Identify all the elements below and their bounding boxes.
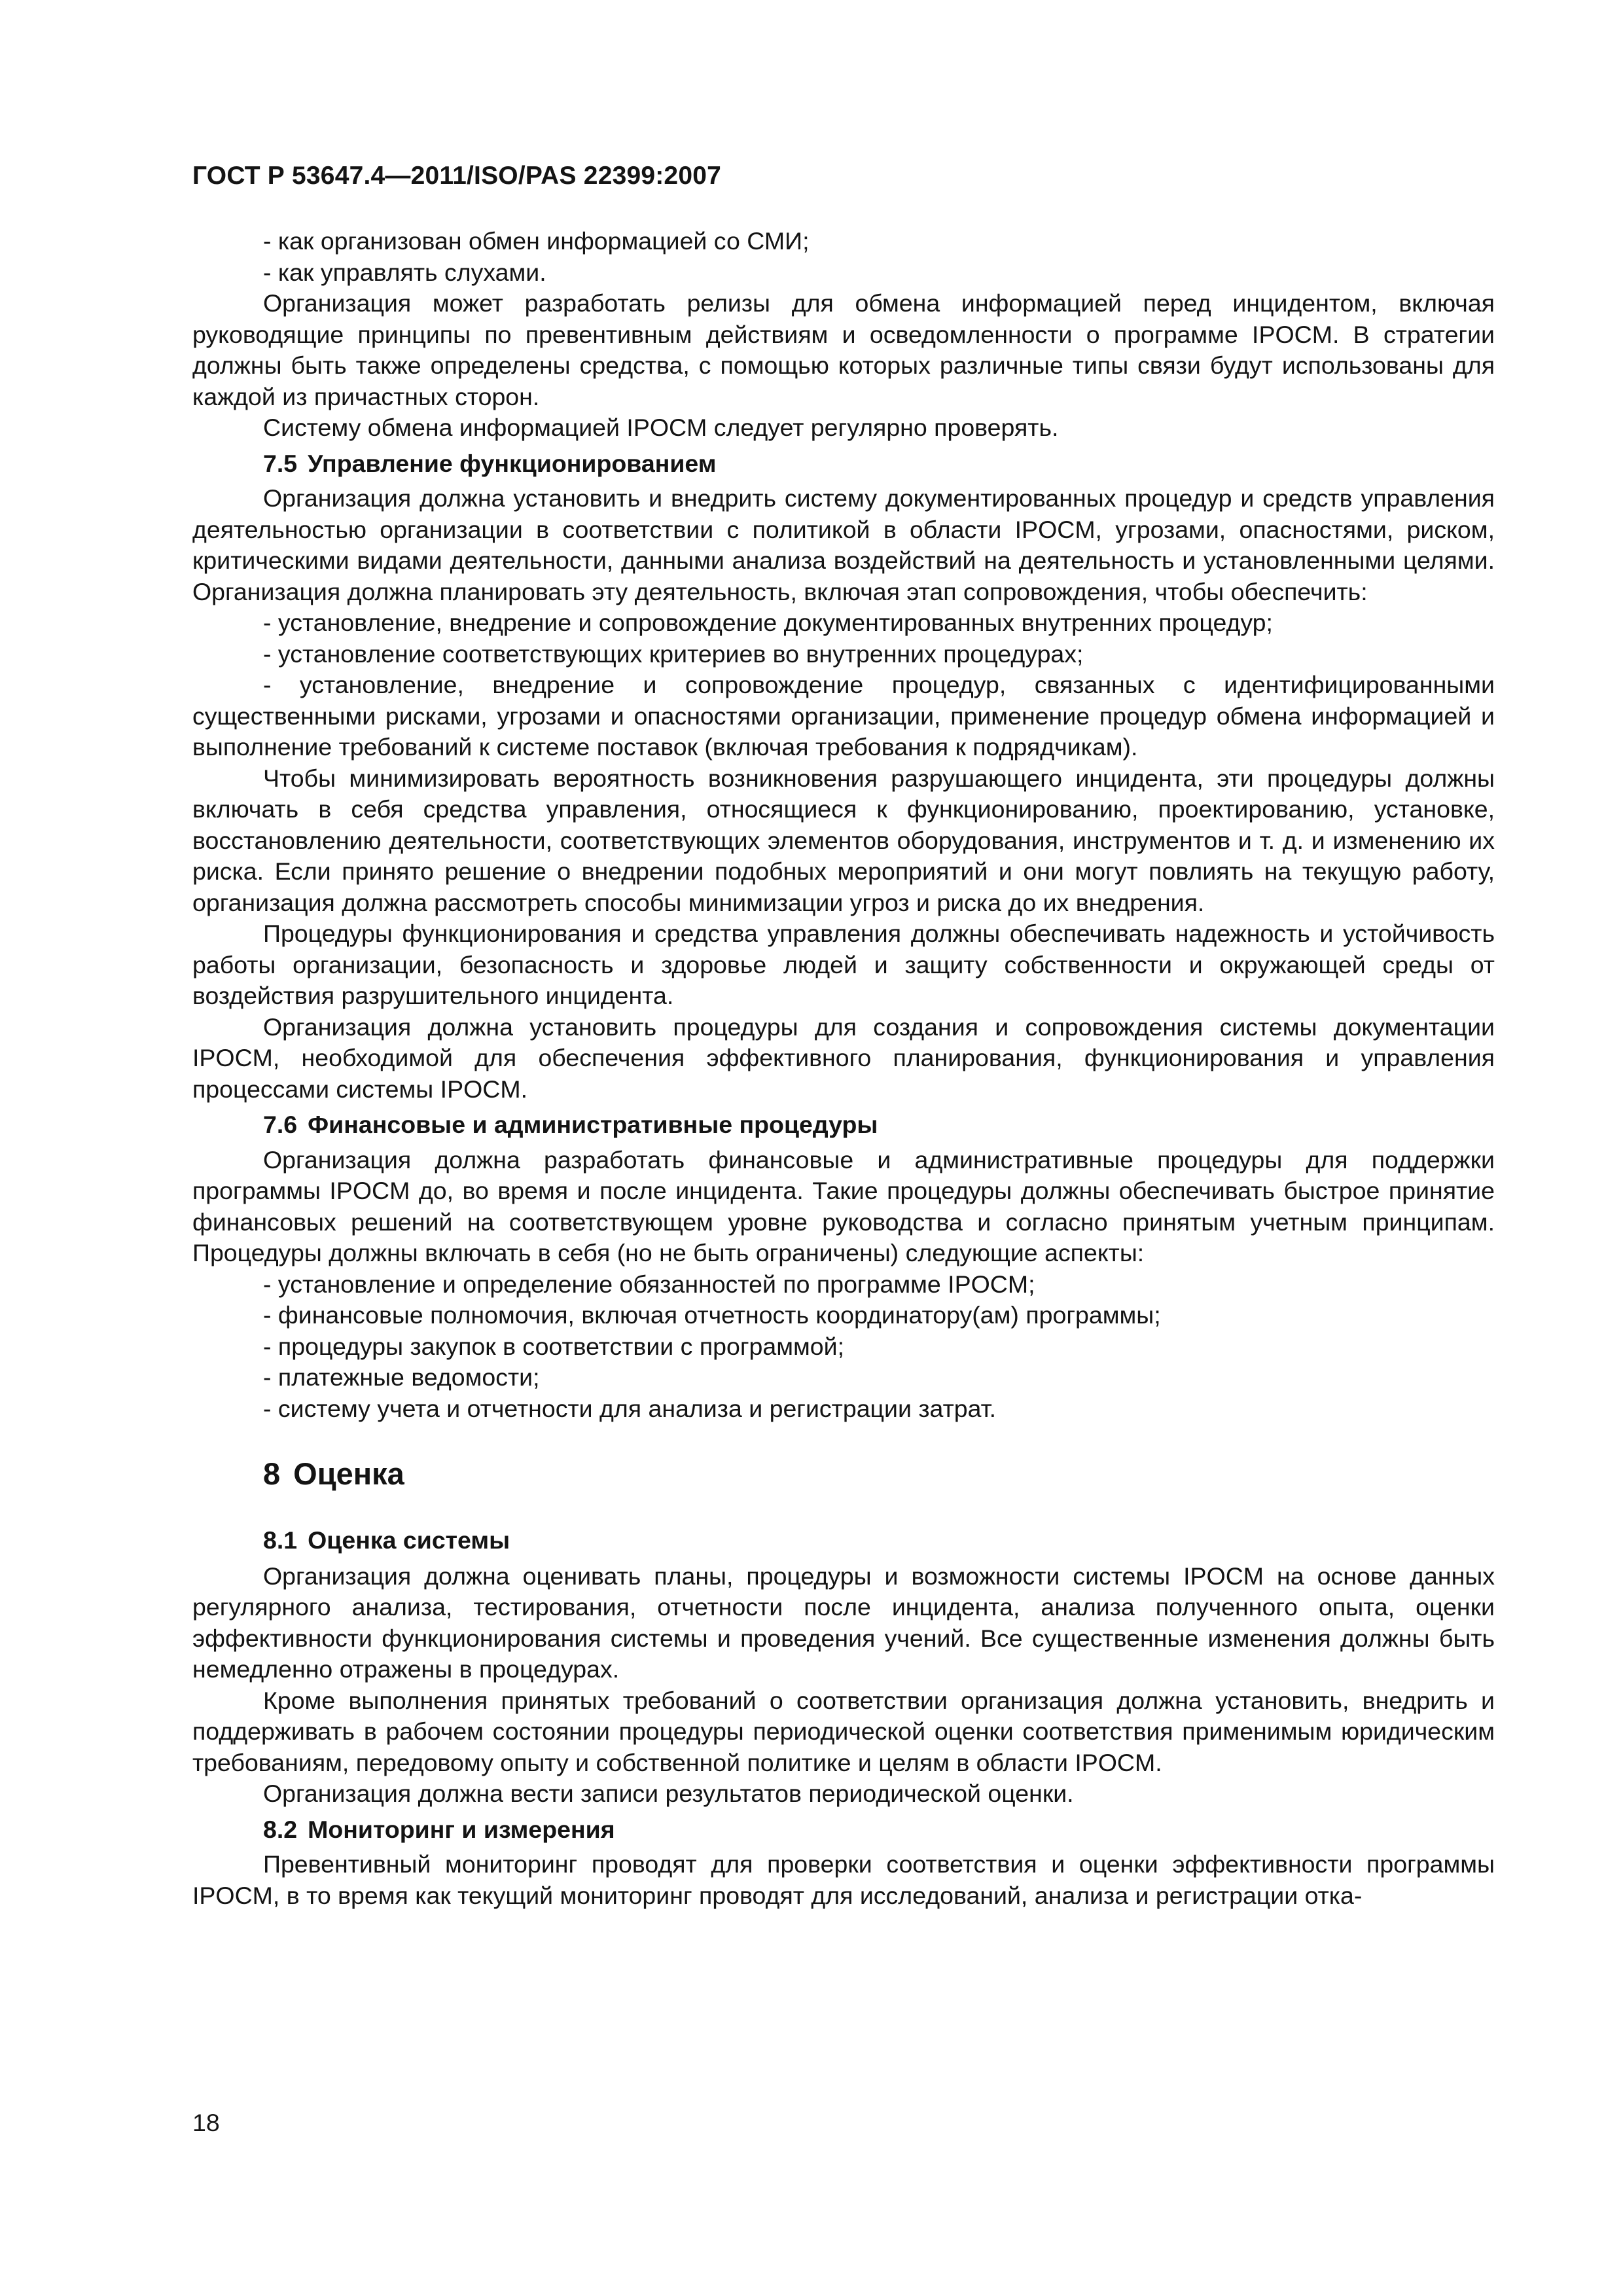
list-item: - как управлять слухами. (263, 258, 546, 286)
document-header: ГОСТ Р 53647.4—2011/ISO/PAS 22399:2007 (192, 162, 721, 190)
paragraph: Чтобы минимизировать вероятность возникновения разрушающего инцидента, эти процедуры должны включать в себя средства управления, относящиеся к функционированию, проектированию, установке, восстановлению деятельности, соответствующих элементов оборудования, инструментов и т. д. и изменению их риска. Если принято решение о внедрении подобных мероприятий и они могут повлиять на текущую работу, организация должна рассмотреть способы минимизации угроз и риска до их внедрения. (192, 764, 1495, 916)
paragraph: Организация должна установить процедуры для создания и сопровождения системы документации IPOCM, необходимой для обеспечения эффективного планирования, функционирования и управления процессами системы IPOCM. (192, 1013, 1495, 1103)
heading-number: 8.1 (263, 1526, 298, 1554)
paragraph: Организация должна установить и внедрить систему документированных процедур и средств управления деятельностью организации в соответствии с политикой в области IPOCM, угрозами, опасностями, риском, критическими видами деятельности, данными анализа воздействий на деятельность и установленными целями. Организация должна планировать эту деятельность, включая этап сопровождения, чтобы обеспечить: (192, 484, 1495, 605)
list-item: - установление, внедрение и сопровождение процедур, связанных с идентифицированными существенными рисками, угрозами и опасностями организации, применение процедур обмена информацией и выполнение требований к системе поставок (включая требования к подрядчикам). (192, 671, 1495, 761)
paragraph: Организация должна вести записи результатов периодической оценки. (263, 1780, 1074, 1807)
paragraph: Организация должна оценивать планы, процедуры и возможности системы IPOCM на основе данных регулярного анализа, тестирования, отчетности после инцидента, анализа полученного опыта, оценки эффективности функционирования системы и проведения учений. Все существенные изменения должны быть немедленно отражены в процедурах. (192, 1562, 1495, 1683)
list-item: - установление соответствующих критериев во внутренних процедурах; (263, 639, 1084, 668)
page-number: 18 (192, 2109, 220, 2136)
heading-text: Управление функционированием (308, 449, 717, 477)
list-item: - платежные ведомости; (263, 1363, 540, 1391)
heading-text: Мониторинг и измерения (308, 1815, 615, 1843)
list-item: - процедуры закупок в соответствии с программой; (263, 1332, 845, 1360)
list-item: - систему учета и отчетности для анализа и регистрации затрат. (263, 1394, 997, 1422)
subsection-heading (192, 1814, 1495, 1846)
heading-text: Финансовые и административные процедуры (308, 1111, 878, 1138)
heading-text: Оценка (293, 1456, 404, 1491)
heading-text: Оценка системы (308, 1526, 510, 1554)
subsection-heading (192, 1525, 1495, 1556)
page-body (192, 226, 1495, 1911)
heading-number: 7.6 (263, 1111, 298, 1138)
paragraph: Организация должна разработать финансовые и административные процедуры для поддержки программы IPOCM до, во время и после инцидента. Такие процедуры должны обеспечивать быстрое принятие финансовых решений на соответствующем уровне руководства и согласно принятым учетным принципам. Процедуры должны включать в себя (но не быть ограничены) следующие аспекты: (192, 1145, 1495, 1266)
section-heading (192, 1454, 1495, 1494)
list-item: - установление, внедрение и сопровождение документированных внутренних процедур; (263, 609, 1273, 636)
heading-number: 8 (263, 1456, 281, 1491)
heading-number: 8.2 (263, 1815, 298, 1843)
paragraph: Организация может разработать релизы для обмена информацией перед инцидентом, включая руководящие принципы по превентивным действиям и осведомленности о программе IPOCM. В стратегии должны быть также определены средства, с помощью которых различные типы связи будут использованы для каждой из причастных сторон. (192, 289, 1495, 410)
heading-number: 7.5 (263, 449, 298, 477)
list-item: - как организован обмен информацией со СМИ; (263, 227, 810, 255)
paragraph: Превентивный мониторинг проводят для проверки соответствия и оценки эффективности программы IPOCM, в то время как текущий мониторинг проводят для исследований, анализа и регистрации отка- (192, 1850, 1495, 1909)
paragraph: Кроме выполнения принятых требований о соответствии организация должна установить, внедрить и поддерживать в рабочем состоянии процедуры периодической оценки соответствия применимым юридическим требованиям, передовому опыту и собственной политике и целям в области IPOCM. (192, 1686, 1495, 1776)
subsection-heading (192, 1109, 1495, 1141)
list-item: - установление и определение обязанностей по программе IPOCM; (263, 1270, 1035, 1298)
list-item: - финансовые полномочия, включая отчетность координатору(ам) программы; (263, 1301, 1161, 1329)
paragraph: Систему обмена информацией IPOCM следует регулярно проверять. (263, 414, 1059, 441)
paragraph: Процедуры функционирования и средства управления должны обеспечивать надежность и устойчивость работы организации, безопасность и здоровье людей и защиту собственности и окружающей среды от воздействия разрушительного инцидента. (192, 920, 1495, 1009)
subsection-heading (192, 448, 1495, 480)
